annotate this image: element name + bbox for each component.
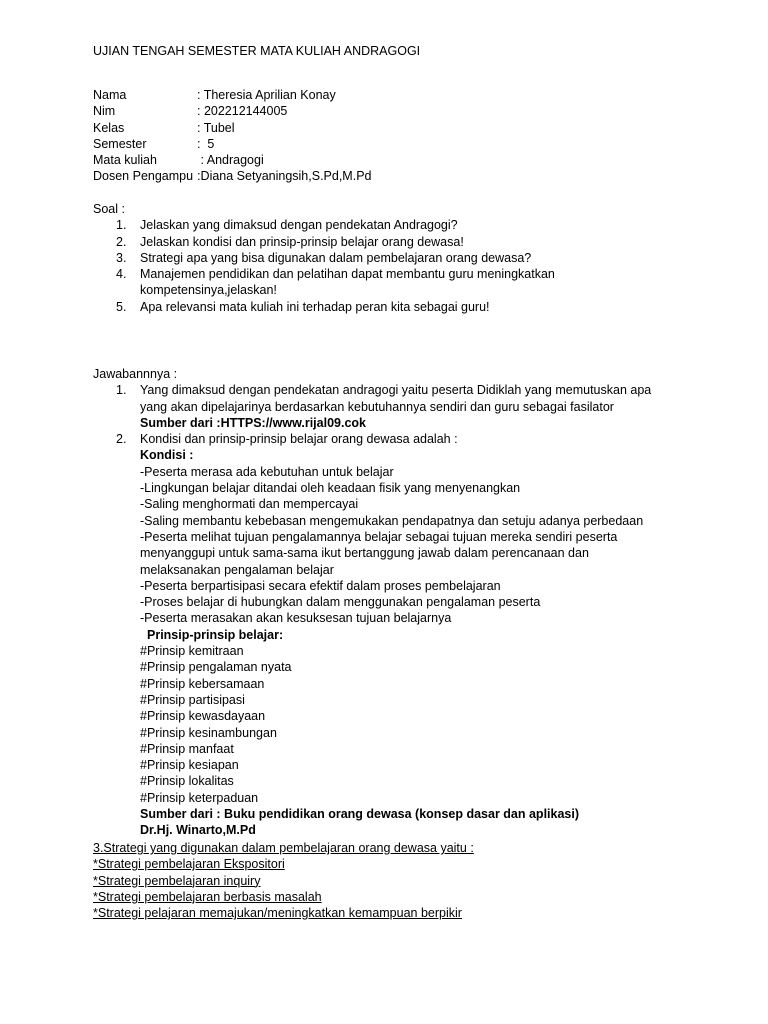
nama-value: : Theresia Aprilian Konay [197,88,336,102]
jawaban-item-1 [116,382,652,431]
soal-item [116,250,555,266]
kondisi-line: -Peserta merasa ada kebutuhan untuk belajar [140,464,394,479]
matkul-value: : Andragogi [197,153,264,168]
document-title: UJIAN TENGAH SEMESTER MATA KULIAH ANDRAGOGI [93,44,421,58]
jawaban-list [93,382,651,838]
kondisi-heading: Kondisi : [140,448,194,463]
matkul-label: Mata kuliah [93,153,157,168]
kelas-label: Kelas [93,120,125,135]
jawaban-2-source-author: Dr.Hj. Winarto,M.Pd [140,823,256,838]
soal-item-number: 1. [116,218,127,233]
jawaban-3-section [93,840,474,921]
kondisi-line: -Peserta melihat tujuan pengalamannya belajar sebagai tujuan mereka sendiri peserta [140,529,618,544]
info-row-nim [93,103,371,119]
strategi-item: *Strategi pelajaran memajukan/meningkatkan kemampuan berpikir [93,906,462,921]
info-row-kelas [93,120,371,136]
strategi-item: *Strategi pembelajaran inquiry [93,873,261,888]
soal-item [116,234,555,250]
kondisi-line: -Peserta berpartisipasi secara efektif dalam proses pembelajaran [140,578,501,593]
soal-item-number: 4. [116,267,127,282]
strategi-item: *Strategi pembelajaran berbasis masalah [93,889,322,904]
kondisi-line: -Proses belajar di hubungkan dalam menggunakan pengalaman peserta [140,595,541,610]
nim-label: Nim [93,104,116,119]
soal-heading: Soal : [93,202,125,216]
jawaban-1-line: Yang dimaksud dengan pendekatan andragogi yaitu peserta Didiklah yang memutuskan apa [140,383,652,398]
prinsip-line: #Prinsip kebersamaan [140,676,265,691]
prinsip-line: #Prinsip lokalitas [140,774,234,789]
soal-item-text: Strategi apa yang bisa digunakan dalam pembelajaran orang dewasa? [140,250,532,265]
soal-item-text: Jelaskan yang dimaksud dengan pendekatan Andragogi? [140,218,458,233]
jawaban-section [93,366,651,839]
jawaban-2-intro: Kondisi dan prinsip-prinsip belajar orang dewasa adalah : [140,432,458,447]
prinsip-line: #Prinsip kesinambungan [140,725,277,740]
soal-item-number: 2. [116,234,127,249]
soal-item-text: Manajemen pendidikan dan pelatihan dapat membantu guru meningkatkan [140,267,555,282]
jawaban-item-number: 2. [116,432,127,447]
prinsip-line: #Prinsip keterpaduan [140,790,259,805]
nim-value: : 202212144005 [197,104,288,119]
soal-item-text: Jelaskan kondisi dan prinsip-prinsip belajar orang dewasa! [140,234,464,249]
kondisi-line: menyanggupi untuk sama-sama ikut bertanggung jawab dalam perencanaan dan [140,546,589,561]
soal-item-text-continued: kompetensinya,jelaskan! [140,283,277,298]
jawaban-item-number: 1. [116,383,127,398]
info-row-nama [93,87,371,103]
semester-value: : 5 [197,136,215,151]
kondisi-line: -Saling membantu kebebasan mengemukakan pendapatnya dan setuju adanya perbedaan [140,513,644,528]
soal-section [93,201,555,315]
soal-item-text: Apa relevansi mata kuliah ini terhadap peran kita sebagai guru! [140,299,490,314]
prinsip-line: #Prinsip kewasdayaan [140,709,266,724]
prinsip-line: #Prinsip kesiapan [140,758,239,773]
soal-item [116,217,555,233]
kondisi-line: -Saling menghormati dan mempercayai [140,497,359,512]
soal-item [116,266,555,299]
kondisi-line: -Peserta merasakan akan kesuksesan tujuan belajarnya [140,611,452,626]
jawaban-heading: Jawabannnya : [93,367,178,381]
jawaban-2-source: Sumber dari : Buku pendidikan orang dewasa (konsep dasar dan aplikasi) [140,807,580,822]
student-info [93,87,371,185]
jawaban-item-2 [116,431,651,838]
prinsip-heading: Prinsip-prinsip belajar: [147,627,284,642]
jawaban-3-heading: 3.Strategi yang digunakan dalam pembelajaran orang dewasa yaitu : [93,841,474,855]
info-row-dosen [93,168,371,184]
jawaban-1-source: Sumber dari :HTTPS://www.rijal09.cok [140,415,366,430]
dosen-label: Dosen Pengampu [93,169,194,184]
info-row-matkul [93,152,371,168]
soal-item-number: 5. [116,299,127,314]
prinsip-line: #Prinsip pengalaman nyata [140,660,292,675]
kondisi-line: melaksanakan pengalaman belajar [140,562,334,577]
soal-item [116,299,555,315]
jawaban-1-line: yang akan dipelajarinya berdasarkan kebutuhannya sendiri dan guru sebagai fasilator [140,399,614,414]
prinsip-line: #Prinsip manfaat [140,741,234,756]
info-row-semester [93,136,371,152]
kondisi-line: -Lingkungan belajar ditandai oleh keadaan fisik yang menyenangkan [140,481,521,496]
strategi-item: *Strategi pembelajaran Ekspositori [93,857,285,872]
soal-item-number: 3. [116,250,127,265]
soal-list [93,217,555,315]
dosen-value: :Diana Setyaningsih,S.Pd,M.Pd [197,169,372,184]
prinsip-line: #Prinsip partisipasi [140,692,245,707]
semester-label: Semester [93,136,147,151]
prinsip-line: #Prinsip kemitraan [140,644,244,659]
nama-label: Nama [93,88,127,102]
kelas-value: : Tubel [197,120,235,135]
